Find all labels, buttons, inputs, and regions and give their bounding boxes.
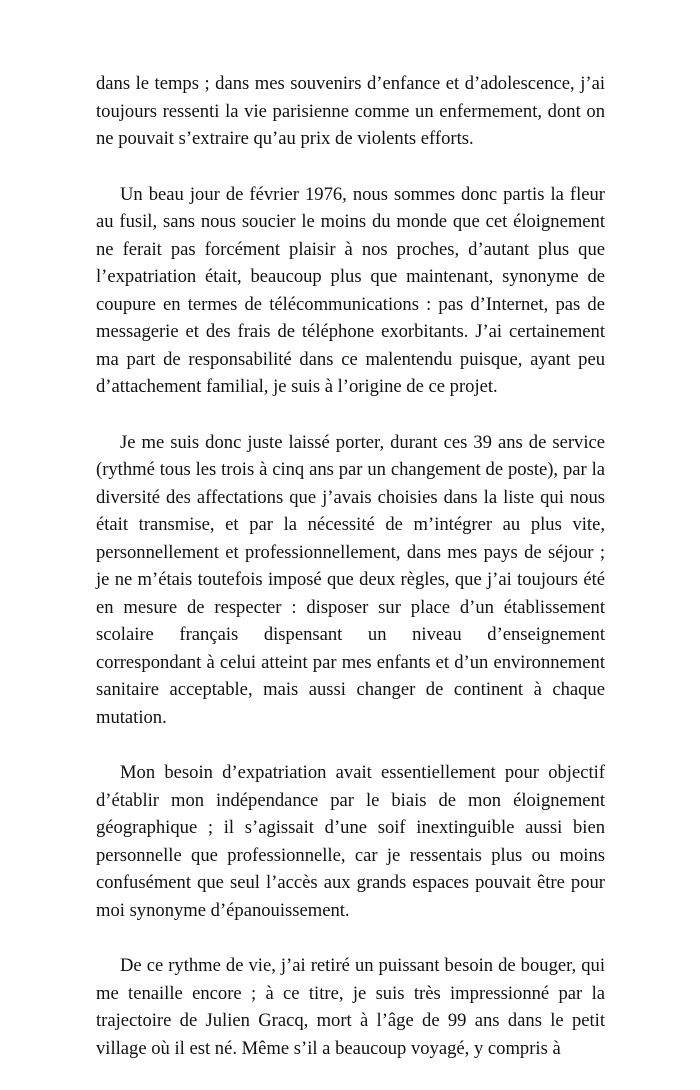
document-page bbox=[96, 70, 605, 1090]
paragraph-3: Je me suis donc juste laissé porter, durant ces 39 ans de service (rythmé tous les trois à cinq ans par un changement de poste), par la diversité des affectations que j’avais choisies dans la liste qui nous était transmise, et par la nécessité de m’intégrer au plus vite, personnellement et professionnellement, dans mes pays de séjour ; je ne m’étais toutefois imposé que deux règles, que j’ai toujours été en mesure de respecter : disposer sur place d’un établissement scolaire français dispensant un niveau d’enseignement correspondant à celui atteint par mes enfants et d’un environnement sanitaire acceptable, mais aussi changer de continent à chaque mutation. bbox=[96, 431, 605, 728]
paragraph-2: Un beau jour de février 1976, nous sommes donc partis la fleur au fusil, sans nous soucier le moins du monde que cet éloignement ne ferait pas forcément plaisir à nos proches, d’autant plus que l’expatriation était, beaucoup plus que maintenant, synonyme de coupure en termes de télécommunications : pas d’Internet, pas de messagerie et des frais de téléphone exorbitants. J’ai certainement ma part de responsabilité dans ce malentendu puisque, ayant peu d’attachement familial, je suis à l’origine de ce projet. bbox=[96, 183, 605, 397]
paragraph-5: De ce rythme de vie, j’ai retiré un puissant besoin de bouger, qui me tenaille encore ; à ce titre, je suis très impressionné par la trajectoire de Julien Gracq, mort à l’âge de 99 ans dans le petit village où il est né. Même s’il a beaucoup voyagé, y compris à bbox=[96, 955, 605, 1059]
paragraph-1: dans le temps ; dans mes souvenirs d’enfance et d’adolescence, j’ai toujours ressenti la vie parisienne comme un enfermement, dont on ne pouvait s’extraire qu’au prix de violents efforts. bbox=[96, 73, 605, 149]
paragraph-4: Mon besoin d’expatriation avait essentiellement pour objectif d’établir mon indépendance par le biais de mon éloignement géographique ; il s’agissait d’une soif inextinguible aussi bien personnelle que professionnelle, car je ressentais plus ou moins confusément que seul l’accès aux grands espaces pouvait être pour moi synonyme d’épanouissement. bbox=[96, 762, 605, 921]
